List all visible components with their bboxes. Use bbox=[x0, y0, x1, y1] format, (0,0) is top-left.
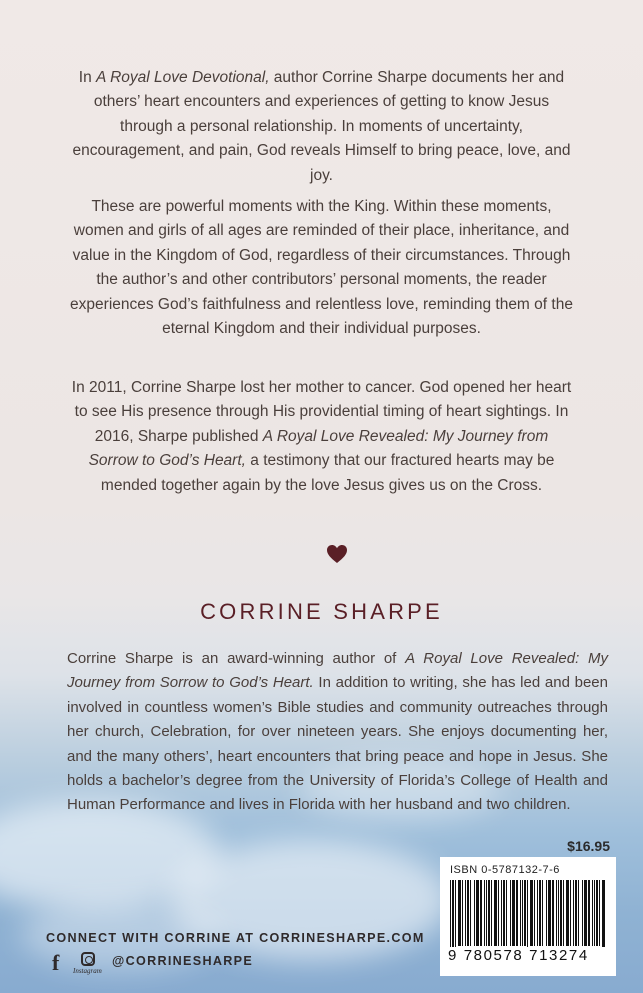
barcode-bar bbox=[462, 880, 463, 946]
connect-text: CONNECT WITH CORRINE AT CORRINESHARPE.COM bbox=[46, 931, 425, 945]
barcode-bar bbox=[503, 880, 505, 946]
book-title: A Royal Love Devotional, bbox=[96, 69, 270, 86]
barcode-bar bbox=[530, 880, 533, 946]
barcode-bar bbox=[476, 880, 479, 946]
barcode-digits: 9 780578 713274 bbox=[447, 947, 613, 964]
barcode-bar bbox=[458, 880, 461, 946]
author-bio bbox=[67, 647, 608, 818]
barcode-bar bbox=[596, 880, 598, 946]
barcode-bar bbox=[501, 880, 502, 946]
blurb-text: a testimony that our fractured hearts may be mended together again by the love Jesus gives us on the Cross. bbox=[100, 452, 555, 494]
author-heading: CORRINE SHARPE bbox=[200, 599, 443, 624]
isbn-label: ISBN 0-5787132-7-6 bbox=[450, 864, 560, 876]
book-title: A Royal Love Revealed: My Journey from Sorrow to God’s Heart. bbox=[67, 650, 608, 692]
barcode-bar bbox=[539, 880, 541, 946]
barcode-bar bbox=[599, 880, 600, 946]
blurb-text: These are powerful moments with the King. Within these moments, women and girls of all ages are reminded of their place, inheritance, and value in the Kingdom of God, regardless of their circumstances. Through the author’s and other contributors’ personal moments, the reader experiences God’s faithfulness and relentless love, reminding them of the eternal Kingdom and their individual purposes. bbox=[70, 198, 573, 338]
barcode-bar bbox=[534, 880, 535, 946]
barcode-bar bbox=[578, 880, 579, 946]
barcode-bar bbox=[546, 880, 547, 946]
barcode-bar bbox=[484, 880, 485, 946]
blurb-paragraph-3 bbox=[70, 376, 573, 498]
barcode-bar bbox=[474, 880, 475, 946]
blurb-paragraph-2 bbox=[70, 195, 573, 341]
barcode-bar bbox=[584, 880, 587, 946]
barcode-bar bbox=[588, 880, 590, 946]
barcode-bar bbox=[592, 880, 593, 946]
facebook-icon[interactable]: f bbox=[52, 950, 60, 975]
bio-text: Corrine Sharpe is an award-winning author of bbox=[67, 650, 406, 667]
barcode-bar bbox=[542, 880, 543, 946]
barcode-bar bbox=[470, 880, 471, 946]
barcode-bar bbox=[491, 880, 492, 946]
bio-text: In addition to writing, she has led and been involved in countless women’s Bible studies and community outreaches through her church, Celebration, for over nineteen years. She enjoys documenting her, and the many others’, heart encounters that bring peace and hope in Jesus. She holds a bachelor’s degree from the University of Florida’s College of Health and Human Performance and lives in Florida with her husband and two children. bbox=[67, 674, 608, 814]
barcode-bar bbox=[573, 880, 574, 946]
barcode-bar bbox=[488, 880, 490, 946]
blurb-text: author Corrine Sharpe documents her and others’ heart encounters and experiences of getting to know Jesus through a personal relationship. In moments of uncertainty, encouragement, and pain, God reveals Himself to bring peace, love, and joy. bbox=[72, 69, 571, 184]
barcode-bar bbox=[467, 880, 469, 946]
blurb-text: In 2011, Corrine Sharpe lost her mother to cancer. God opened her heart to see His presence through His providential timing of heart sightings. In 2016, Sharpe published bbox=[71, 379, 572, 445]
barcode-bar bbox=[516, 880, 518, 946]
barcode-bar bbox=[552, 880, 554, 946]
barcode-bar bbox=[522, 880, 523, 946]
barcode-bar bbox=[563, 880, 564, 946]
blurb-text: In bbox=[78, 69, 97, 86]
barcode-bar bbox=[570, 880, 571, 946]
barcode-bar bbox=[537, 880, 538, 946]
instagram-wordmark: Instagram bbox=[73, 967, 102, 975]
barcode-bar bbox=[486, 880, 487, 946]
heart-icon bbox=[326, 544, 348, 564]
barcode-bar bbox=[498, 880, 499, 946]
barcode-bar bbox=[524, 880, 526, 946]
social-handle[interactable]: @CORRINESHARPE bbox=[112, 954, 254, 968]
barcode-bar bbox=[556, 880, 557, 946]
barcode-bar bbox=[506, 880, 507, 946]
barcode-bar bbox=[520, 880, 521, 946]
barcode-bar bbox=[465, 880, 466, 946]
price: $16.95 bbox=[567, 838, 610, 854]
book-title: A Royal Love Revealed: My Journey from Sorrow to God’s Heart, bbox=[88, 427, 549, 470]
blurb-paragraph-1 bbox=[70, 66, 573, 188]
barcode-bar bbox=[480, 880, 482, 946]
barcode-bar bbox=[494, 880, 497, 946]
barcode-bar bbox=[512, 880, 515, 946]
instagram-icon[interactable] bbox=[81, 952, 95, 966]
barcode-bar bbox=[558, 880, 559, 946]
barcode-bar bbox=[575, 880, 577, 946]
barcode-bar bbox=[582, 880, 583, 946]
barcode-bar bbox=[594, 880, 595, 946]
barcode-bar bbox=[566, 880, 569, 946]
barcode-bar bbox=[510, 880, 511, 946]
barcode-bar bbox=[548, 880, 551, 946]
barcode-bar bbox=[560, 880, 562, 946]
